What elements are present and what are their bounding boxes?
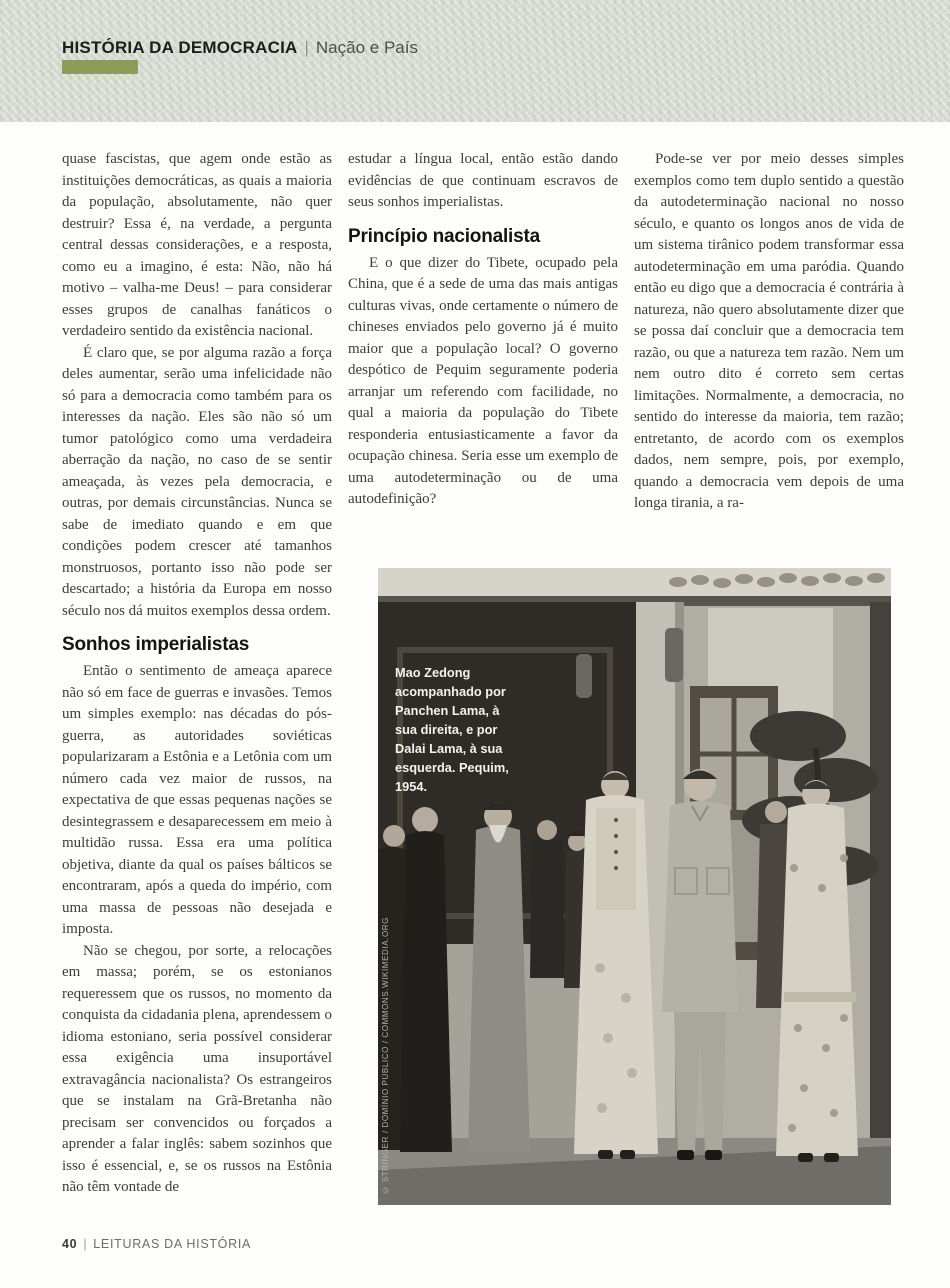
column-right <box>634 149 904 515</box>
body-paragraph: E o que dizer do Tibete, ocupado pela China, que é a sede de uma das mais antigas culturas vivas, onde certamente o número de chineses enviados pelo governo já é muito maior que a população local? O governo despótico de Pequim seguramente poderia arranjar um referendo com facilidade, no qual a maioria da população do Tibete responderia entusiasticamente a favor da ocupação chinesa. Seria esse um exemplo de uma autodeterminação ou de uma autodefinição? <box>348 254 618 507</box>
accent-bar <box>62 60 138 74</box>
page-header-band <box>0 0 950 122</box>
body-paragraph: Não se chegou, por sorte, a relocações em massa; porém, se os estonianos requeressem que os russos, no momento da conquista da cidadania plena, aprendessem o idioma estoniano, seria possível considerar essa exigência uma insuportável extravagância nacionalista? Os estrangeiros que se instalam na Grã-Bretanha não precisam ser convencidos ou forçados a aprender a falar inglês: sabem sozinhos que isso é essencial, e, se os russos na Estônia não têm vontade de <box>62 942 332 1195</box>
body-paragraph: estudar a língua local, então estão dando evidências de que continuam escravos de seus sonhos imperialistas. <box>348 151 618 210</box>
section-topic: Nação e País <box>315 38 418 57</box>
column-left <box>62 149 332 1199</box>
section-kicker <box>62 38 418 58</box>
page-number: 40 <box>62 1237 78 1251</box>
section-title: HISTÓRIA DA DEMOCRACIA <box>62 38 298 57</box>
footer-separator: | <box>83 1237 88 1251</box>
body-paragraph: quase fascistas, que agem onde estão as instituições democráticas, as quais a maioria da população, absolutamente, não quer destruir? Essa é, na verdade, a pergunta central dessas considerações, e a resposta, como eu a imagino, é esta: Não, não há motivo – valha-me Deus! – para considerar esses grupos de canalhas fanáticos o verdadeiro sentido da existência nacional. <box>62 151 332 339</box>
section-heading: Princípio nacionalista <box>348 225 540 247</box>
photo-credit: © STRINGER / DOMÍNIO PÚBLICO / COMMONS.WIKIMEDIA.ORG <box>381 917 390 1195</box>
page-footer <box>62 1237 251 1251</box>
kicker-separator: | <box>304 38 309 57</box>
body-paragraph: É claro que, se por alguma razão a força deles aumentar, serão uma infelicidade não só para a democracia como também para os interesses da nação. Eles são não só um tumor patológico como uma verdadeira aberração da nação, no caso de se sentir ameaçada, às vezes pela democracia, e outras, por demais circunstâncias. Nunca se sabe de imediato quando e em que condições podem crescer até tamanhos monstruosos, portanto isso não pode ser descartado; a história da Europa em nosso século nos dá muitos exemplos dessa ordem. <box>62 344 332 619</box>
article-photo <box>378 568 891 1205</box>
column-middle <box>348 149 618 511</box>
magazine-title: LEITURAS DA HISTÓRIA <box>93 1237 252 1251</box>
body-paragraph: Pode-se ver por meio desses simples exemplos como tem duplo sentido a questão da autodeterminação nacional no nosso século, e quanto os longos anos de vida de um sistema tirânico podem transformar essa autodeterminação em uma paródia. Quando então eu digo que a democracia é contrária à natureza, não quero absolutamente dizer que se possa daí concluir que a democracia tem razão, ou que a natureza tem razão. Nem um nem outro dito é correto sem certas limitações. Normalmente, a democracia, no sentido do interesse da maioria, tem razão; entretanto, de acordo com os exemplos dados, nem sempre, pois, por exemplo, quando a democracia vem depois de uma longa tirania, a ra- <box>634 151 904 511</box>
section-heading: Sonhos imperialistas <box>62 634 250 655</box>
photo-caption: Mao Zedong acompanhado por Panchen Lama, à sua direita, e por Dalai Lama, à sua esquerda. Pequim, 1954. <box>395 665 509 794</box>
body-paragraph: Então o sentimento de ameaça aparece não só em face de guerras e invasões. Temos um simples exemplo: nas décadas do pós-guerra, as autoridades soviéticas popularizaram a Estônia e a Letônia com um número cada vez maior de russos, na expectativa de que essas pequenas nações se desintegrassem e desaparecessem em meio à multidão russa. Essa era uma política objetiva, diante da qual os países bálticos se encontraram, após a queda do império, com uma massa de pessoas não desejada e imposta. <box>62 663 332 937</box>
